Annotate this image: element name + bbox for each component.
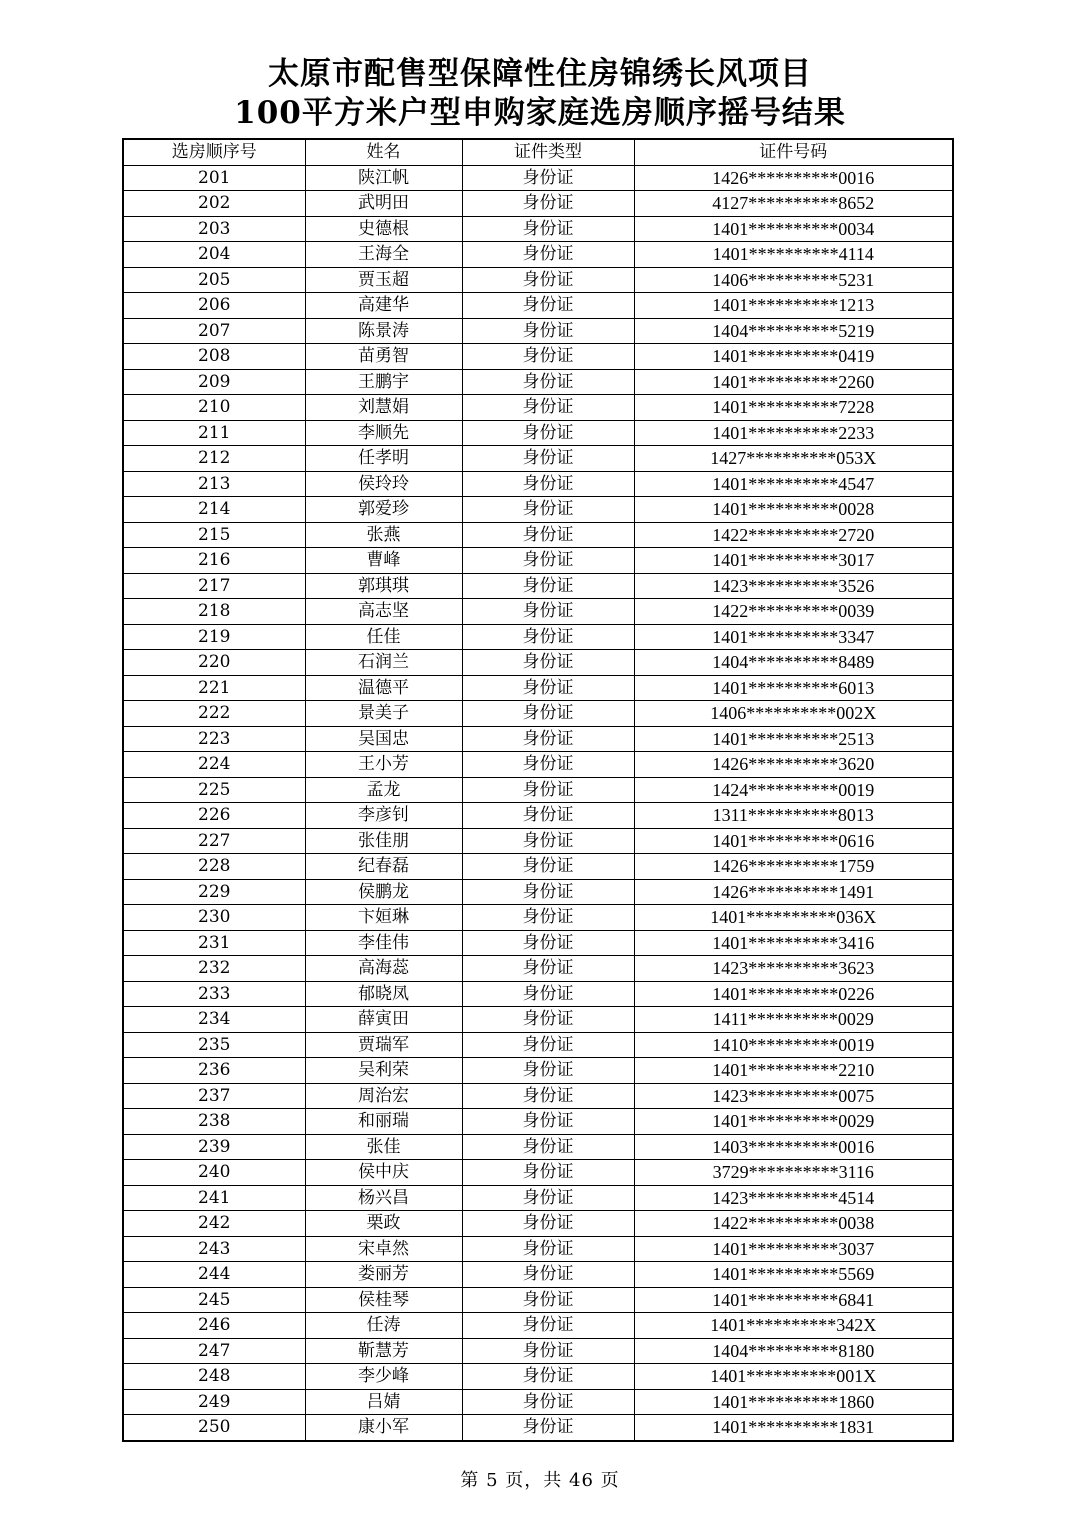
cell-name: 王小芳: [305, 752, 462, 778]
table-row: [123, 930, 953, 956]
cell-id-type: 身份证: [462, 242, 634, 268]
cell-id-number: 1423**********3526: [634, 573, 953, 599]
cell-id-number: 1401**********1831: [634, 1415, 953, 1441]
cell-id-number: 1401**********3347: [634, 624, 953, 650]
cell-order-number: 216: [123, 548, 305, 574]
table-row: [123, 879, 953, 905]
cell-id-type: 身份证: [462, 344, 634, 370]
cell-name: 侯玲玲: [305, 471, 462, 497]
table-row: [123, 522, 953, 548]
table-row: [123, 1211, 953, 1237]
cell-id-type: 身份证: [462, 1313, 634, 1339]
cell-order-number: 249: [123, 1389, 305, 1415]
cell-order-number: 221: [123, 675, 305, 701]
cell-name: 郭爱珍: [305, 497, 462, 523]
cell-name: 侯鹏龙: [305, 879, 462, 905]
table-row: [123, 293, 953, 319]
cell-id-type: 身份证: [462, 497, 634, 523]
cell-id-type: 身份证: [462, 395, 634, 421]
cell-id-number: 1404**********8180: [634, 1338, 953, 1364]
cell-id-type: 身份证: [462, 293, 634, 319]
table-row: [123, 267, 953, 293]
table-row: [123, 242, 953, 268]
cell-id-type: 身份证: [462, 803, 634, 829]
table-body: [123, 165, 953, 1441]
lottery-results-table-container: [122, 138, 952, 1442]
cell-id-number: 1401**********6841: [634, 1287, 953, 1313]
table-row: [123, 624, 953, 650]
cell-id-number: 1406**********002X: [634, 701, 953, 727]
cell-order-number: 207: [123, 318, 305, 344]
cell-id-type: 身份证: [462, 1236, 634, 1262]
cell-name: 卞姮琳: [305, 905, 462, 931]
cell-order-number: 213: [123, 471, 305, 497]
cell-name: 靳慧芳: [305, 1338, 462, 1364]
cell-name: 李彦钊: [305, 803, 462, 829]
cell-id-type: 身份证: [462, 1160, 634, 1186]
table-row: [123, 752, 953, 778]
cell-id-type: 身份证: [462, 1364, 634, 1390]
cell-id-type: 身份证: [462, 1185, 634, 1211]
table-row: [123, 854, 953, 880]
cell-id-type: 身份证: [462, 420, 634, 446]
table-row: [123, 1083, 953, 1109]
cell-id-type: 身份证: [462, 191, 634, 217]
cell-name: 曹峰: [305, 548, 462, 574]
cell-id-number: 1401**********6013: [634, 675, 953, 701]
cell-id-number: 1401**********036X: [634, 905, 953, 931]
table-row: [123, 548, 953, 574]
table-row: [123, 701, 953, 727]
table-row: [123, 191, 953, 217]
cell-id-number: 1401**********2260: [634, 369, 953, 395]
table-row: [123, 777, 953, 803]
cell-name: 侯桂琴: [305, 1287, 462, 1313]
cell-id-number: 1426**********0016: [634, 165, 953, 191]
cell-id-number: 1401**********2513: [634, 726, 953, 752]
cell-id-number: 1401**********0226: [634, 981, 953, 1007]
cell-name: 武明田: [305, 191, 462, 217]
cell-id-type: 身份证: [462, 471, 634, 497]
cell-id-number: 1401**********0419: [634, 344, 953, 370]
table-row: [123, 956, 953, 982]
cell-order-number: 241: [123, 1185, 305, 1211]
cell-id-type: 身份证: [462, 854, 634, 880]
cell-order-number: 219: [123, 624, 305, 650]
cell-order-number: 228: [123, 854, 305, 880]
cell-order-number: 224: [123, 752, 305, 778]
cell-id-number: 1422**********0038: [634, 1211, 953, 1237]
cell-order-number: 227: [123, 828, 305, 854]
table-row: [123, 1007, 953, 1033]
cell-id-type: 身份证: [462, 1338, 634, 1364]
cell-order-number: 246: [123, 1313, 305, 1339]
cell-id-type: 身份证: [462, 726, 634, 752]
cell-order-number: 226: [123, 803, 305, 829]
table-row: [123, 216, 953, 242]
cell-id-number: 1426**********1759: [634, 854, 953, 880]
cell-name: 薛寅田: [305, 1007, 462, 1033]
cell-name: 任孝明: [305, 446, 462, 472]
cell-id-type: 身份证: [462, 1058, 634, 1084]
cell-id-type: 身份证: [462, 828, 634, 854]
cell-id-type: 身份证: [462, 752, 634, 778]
cell-name: 和丽瑞: [305, 1109, 462, 1135]
cell-order-number: 210: [123, 395, 305, 421]
cell-id-number: 1411**********0029: [634, 1007, 953, 1033]
cell-name: 杨兴昌: [305, 1185, 462, 1211]
cell-order-number: 236: [123, 1058, 305, 1084]
cell-id-type: 身份证: [462, 675, 634, 701]
cell-id-type: 身份证: [462, 446, 634, 472]
table-row: [123, 420, 953, 446]
table-row: [123, 803, 953, 829]
cell-id-type: 身份证: [462, 624, 634, 650]
table-row: [123, 726, 953, 752]
table-row: [123, 599, 953, 625]
cell-order-number: 212: [123, 446, 305, 472]
table-row: [123, 1313, 953, 1339]
cell-id-number: 1423**********3623: [634, 956, 953, 982]
cell-name: 史德根: [305, 216, 462, 242]
cell-id-type: 身份证: [462, 1134, 634, 1160]
cell-order-number: 202: [123, 191, 305, 217]
cell-order-number: 247: [123, 1338, 305, 1364]
cell-id-number: 1401**********0029: [634, 1109, 953, 1135]
cell-id-type: 身份证: [462, 165, 634, 191]
cell-name: 娄丽芳: [305, 1262, 462, 1288]
cell-name: 贾瑞军: [305, 1032, 462, 1058]
cell-id-number: 1403**********0016: [634, 1134, 953, 1160]
cell-id-type: 身份证: [462, 599, 634, 625]
cell-name: 康小军: [305, 1415, 462, 1441]
cell-order-number: 245: [123, 1287, 305, 1313]
table-row: [123, 497, 953, 523]
cell-id-type: 身份证: [462, 548, 634, 574]
document-title-line2: 100平方米户型申购家庭选房顺序摇号结果: [234, 95, 846, 131]
table-row: [123, 573, 953, 599]
cell-order-number: 250: [123, 1415, 305, 1441]
cell-order-number: 211: [123, 420, 305, 446]
cell-order-number: 220: [123, 650, 305, 676]
cell-id-type: 身份证: [462, 369, 634, 395]
table-row: [123, 1160, 953, 1186]
cell-order-number: 214: [123, 497, 305, 523]
table-row: [123, 1109, 953, 1135]
table-row: [123, 1134, 953, 1160]
table-row: [123, 1032, 953, 1058]
table-row: [123, 369, 953, 395]
cell-id-type: 身份证: [462, 1262, 634, 1288]
cell-id-number: 1401**********0616: [634, 828, 953, 854]
cell-order-number: 209: [123, 369, 305, 395]
cell-id-number: 1311**********8013: [634, 803, 953, 829]
table-row: [123, 1364, 953, 1390]
table-header-row: [123, 139, 953, 165]
cell-order-number: 243: [123, 1236, 305, 1262]
cell-name: 栗政: [305, 1211, 462, 1237]
cell-name: 陈景涛: [305, 318, 462, 344]
cell-order-number: 234: [123, 1007, 305, 1033]
cell-id-number: 1401**********0028: [634, 497, 953, 523]
cell-id-number: 1404**********5219: [634, 318, 953, 344]
cell-id-number: 1427**********053X: [634, 446, 953, 472]
cell-name: 苗勇智: [305, 344, 462, 370]
cell-id-type: 身份证: [462, 1389, 634, 1415]
cell-name: 陕江帆: [305, 165, 462, 191]
cell-name: 孟龙: [305, 777, 462, 803]
cell-order-number: 208: [123, 344, 305, 370]
cell-id-number: 1401**********3416: [634, 930, 953, 956]
cell-id-number: 1422**********0039: [634, 599, 953, 625]
cell-order-number: 230: [123, 905, 305, 931]
table-row: [123, 446, 953, 472]
cell-id-number: 1426**********1491: [634, 879, 953, 905]
cell-name: 高海蕊: [305, 956, 462, 982]
lottery-results-table: [122, 138, 954, 1442]
table-row: [123, 675, 953, 701]
cell-order-number: 235: [123, 1032, 305, 1058]
cell-name: 郭琪琪: [305, 573, 462, 599]
cell-id-number: 1401**********5569: [634, 1262, 953, 1288]
cell-id-number: 1401**********3037: [634, 1236, 953, 1262]
cell-name: 侯中庆: [305, 1160, 462, 1186]
cell-name: 吕婧: [305, 1389, 462, 1415]
cell-order-number: 206: [123, 293, 305, 319]
cell-order-number: 238: [123, 1109, 305, 1135]
cell-order-number: 232: [123, 956, 305, 982]
cell-id-number: 1401**********4114: [634, 242, 953, 268]
cell-order-number: 218: [123, 599, 305, 625]
cell-order-number: 231: [123, 930, 305, 956]
cell-order-number: 205: [123, 267, 305, 293]
cell-id-number: 1404**********8489: [634, 650, 953, 676]
cell-id-type: 身份证: [462, 701, 634, 727]
cell-id-type: 身份证: [462, 777, 634, 803]
table-row: [123, 1185, 953, 1211]
cell-name: 宋卓然: [305, 1236, 462, 1262]
header-order-number: 选房顺序号: [123, 139, 305, 165]
cell-order-number: 244: [123, 1262, 305, 1288]
cell-id-number: 1426**********3620: [634, 752, 953, 778]
table-row: [123, 395, 953, 421]
cell-id-number: 1401**********4547: [634, 471, 953, 497]
cell-id-number: 4127**********8652: [634, 191, 953, 217]
cell-id-number: 1401**********3017: [634, 548, 953, 574]
cell-id-number: 1423**********0075: [634, 1083, 953, 1109]
cell-id-type: 身份证: [462, 1211, 634, 1237]
page-footer: 第 5 页，共 46 页: [460, 1470, 620, 1491]
document-title-line1: 太原市配售型保障性住房锦绣长风项目: [268, 56, 812, 92]
cell-id-type: 身份证: [462, 522, 634, 548]
cell-id-number: 3729**********3116: [634, 1160, 953, 1186]
cell-name: 任涛: [305, 1313, 462, 1339]
cell-id-type: 身份证: [462, 1415, 634, 1441]
cell-order-number: 215: [123, 522, 305, 548]
cell-id-type: 身份证: [462, 573, 634, 599]
cell-id-type: 身份证: [462, 1287, 634, 1313]
cell-id-type: 身份证: [462, 1007, 634, 1033]
cell-order-number: 203: [123, 216, 305, 242]
cell-id-type: 身份证: [462, 216, 634, 242]
cell-id-type: 身份证: [462, 956, 634, 982]
cell-id-type: 身份证: [462, 1109, 634, 1135]
cell-order-number: 222: [123, 701, 305, 727]
cell-name: 温德平: [305, 675, 462, 701]
cell-id-number: 1401**********001X: [634, 1364, 953, 1390]
cell-order-number: 237: [123, 1083, 305, 1109]
table-row: [123, 1338, 953, 1364]
cell-name: 吴国忠: [305, 726, 462, 752]
cell-name: 高志坚: [305, 599, 462, 625]
cell-id-number: 1401**********1860: [634, 1389, 953, 1415]
header-id-number: 证件号码: [634, 139, 953, 165]
cell-name: 李顺先: [305, 420, 462, 446]
cell-name: 李少峰: [305, 1364, 462, 1390]
cell-id-type: 身份证: [462, 318, 634, 344]
cell-name: 纪春磊: [305, 854, 462, 880]
table-row: [123, 1389, 953, 1415]
header-id-type: 证件类型: [462, 139, 634, 165]
table-row: [123, 1287, 953, 1313]
cell-name: 张佳朋: [305, 828, 462, 854]
cell-id-number: 1401**********7228: [634, 395, 953, 421]
cell-name: 石润兰: [305, 650, 462, 676]
cell-name: 张燕: [305, 522, 462, 548]
cell-name: 高建华: [305, 293, 462, 319]
cell-order-number: 217: [123, 573, 305, 599]
cell-id-number: 1406**********5231: [634, 267, 953, 293]
table-row: [123, 1262, 953, 1288]
cell-id-type: 身份证: [462, 650, 634, 676]
cell-id-type: 身份证: [462, 1083, 634, 1109]
table-row: [123, 165, 953, 191]
table-row: [123, 1415, 953, 1441]
header-name: 姓名: [305, 139, 462, 165]
cell-order-number: 242: [123, 1211, 305, 1237]
cell-order-number: 239: [123, 1134, 305, 1160]
cell-name: 刘慧娟: [305, 395, 462, 421]
cell-order-number: 201: [123, 165, 305, 191]
cell-name: 郁晓凤: [305, 981, 462, 1007]
cell-order-number: 229: [123, 879, 305, 905]
table-row: [123, 1236, 953, 1262]
table-row: [123, 650, 953, 676]
cell-id-type: 身份证: [462, 981, 634, 1007]
cell-id-number: 1401**********2210: [634, 1058, 953, 1084]
cell-name: 王鹏宇: [305, 369, 462, 395]
cell-name: 张佳: [305, 1134, 462, 1160]
table-row: [123, 344, 953, 370]
cell-id-type: 身份证: [462, 930, 634, 956]
cell-id-number: 1410**********0019: [634, 1032, 953, 1058]
table-row: [123, 981, 953, 1007]
cell-id-number: 1424**********0019: [634, 777, 953, 803]
cell-name: 任佳: [305, 624, 462, 650]
cell-order-number: 225: [123, 777, 305, 803]
cell-id-number: 1422**********2720: [634, 522, 953, 548]
cell-name: 景美子: [305, 701, 462, 727]
cell-id-number: 1401**********342X: [634, 1313, 953, 1339]
cell-id-type: 身份证: [462, 1032, 634, 1058]
cell-id-type: 身份证: [462, 879, 634, 905]
cell-order-number: 233: [123, 981, 305, 1007]
table-row: [123, 905, 953, 931]
cell-id-number: 1423**********4514: [634, 1185, 953, 1211]
cell-name: 吴利荣: [305, 1058, 462, 1084]
cell-order-number: 248: [123, 1364, 305, 1390]
cell-id-number: 1401**********0034: [634, 216, 953, 242]
cell-name: 贾玉超: [305, 267, 462, 293]
cell-id-number: 1401**********2233: [634, 420, 953, 446]
cell-name: 周治宏: [305, 1083, 462, 1109]
cell-name: 李佳伟: [305, 930, 462, 956]
cell-order-number: 204: [123, 242, 305, 268]
cell-order-number: 223: [123, 726, 305, 752]
table-row: [123, 828, 953, 854]
cell-id-type: 身份证: [462, 267, 634, 293]
table-row: [123, 471, 953, 497]
cell-id-type: 身份证: [462, 905, 634, 931]
cell-name: 王海全: [305, 242, 462, 268]
table-row: [123, 318, 953, 344]
cell-id-number: 1401**********1213: [634, 293, 953, 319]
table-row: [123, 1058, 953, 1084]
cell-order-number: 240: [123, 1160, 305, 1186]
